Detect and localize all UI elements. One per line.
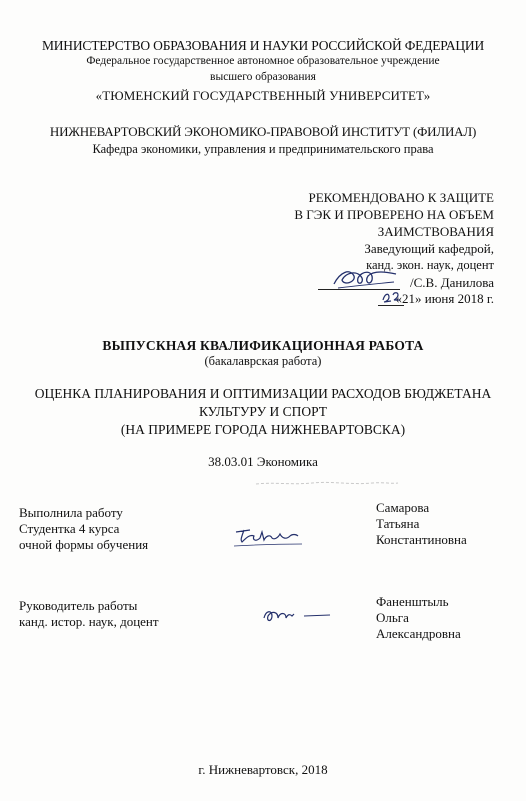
theme-line1: ОЦЕНКА ПЛАНИРОВАНИЯ И ОПТИМИЗАЦИИ РАСХОДОВ БЮДЖЕТАНА (34, 386, 492, 401)
approval-date-day: «21» (395, 291, 422, 306)
city-year: г. Нижневартовск, 2018 (198, 762, 328, 777)
head-position: Заведующий кафедрой, (364, 241, 494, 256)
university-name: «ТЮМЕНСКИЙ ГОСУДАРСТВЕННЫЙ УНИВЕРСИТЕТ» (95, 88, 431, 103)
head-signature (330, 262, 400, 292)
student-signature (230, 520, 304, 548)
approval-date (396, 291, 494, 307)
student-surname: Самарова (376, 500, 430, 515)
supervisor-signature (258, 604, 338, 628)
approval-line2: В ГЭК И ПРОВЕРЕНО НА ОБЪЕМ (294, 207, 494, 222)
institution-type-line1: Федеральное государственное автономное образовательное учреждение (86, 55, 440, 67)
work-title: ВЫПУСКНАЯ КВАЛИФИКАЦИОННАЯ РАБОТА (102, 338, 424, 353)
head-degree: канд. экон. наук, доцент (366, 258, 494, 272)
supervisor-surname: Фаненштыль (376, 594, 449, 609)
ministry-heading: МИНИСТЕРСТВО ОБРАЗОВАНИЯ И НАУКИ РОССИЙСКОЙ ФЕДЕРАЦИИ (41, 38, 485, 53)
supervisor-role-line1: Руководитель работы (19, 598, 138, 613)
approval-line3: ЗАИМСТВОВАНИЯ (377, 224, 494, 239)
institute-name: НИЖНЕВАРТОВСКИЙ ЭКОНОМИКО-ПРАВОВОЙ ИНСТИТУТ (ФИЛИАЛ) (49, 124, 477, 139)
student-role-line2: Студентка 4 курса (19, 521, 120, 536)
student-role-line3: очной формы обучения (19, 537, 149, 552)
student-patronymic: Константиновна (376, 532, 467, 547)
supervisor-patronymic: Александровна (376, 626, 461, 641)
department-name: Кафедра экономики, управления и предпринимательского права (92, 142, 434, 156)
work-type: (бакалаврская работа) (204, 354, 322, 368)
faint-stamp-imprint (252, 476, 402, 490)
supervisor-role-line2: канд. истор. наук, доцент (19, 614, 159, 629)
supervisor-name: Ольга (376, 610, 409, 625)
approval-date-rest: июня 2018 г. (424, 291, 494, 306)
institution-type-line2: высшего образования (210, 71, 316, 83)
theme-line3: (НА ПРИМЕРЕ ГОРОДА НИЖНЕВАРТОВСКА) (120, 422, 406, 437)
theme-line2: КУЛЬТУРУ И СПОРТ (198, 404, 328, 419)
student-name: Татьяна (376, 516, 420, 531)
specialty: 38.03.01 Экономика (208, 454, 318, 469)
head-name: /С.В. Данилова (410, 275, 494, 290)
student-role-line1: Выполнила работу (19, 505, 123, 520)
approval-line1: РЕКОМЕНДОВАНО К ЗАЩИТЕ (308, 190, 494, 205)
date-handwritten (380, 289, 406, 305)
date-underline (378, 305, 404, 306)
